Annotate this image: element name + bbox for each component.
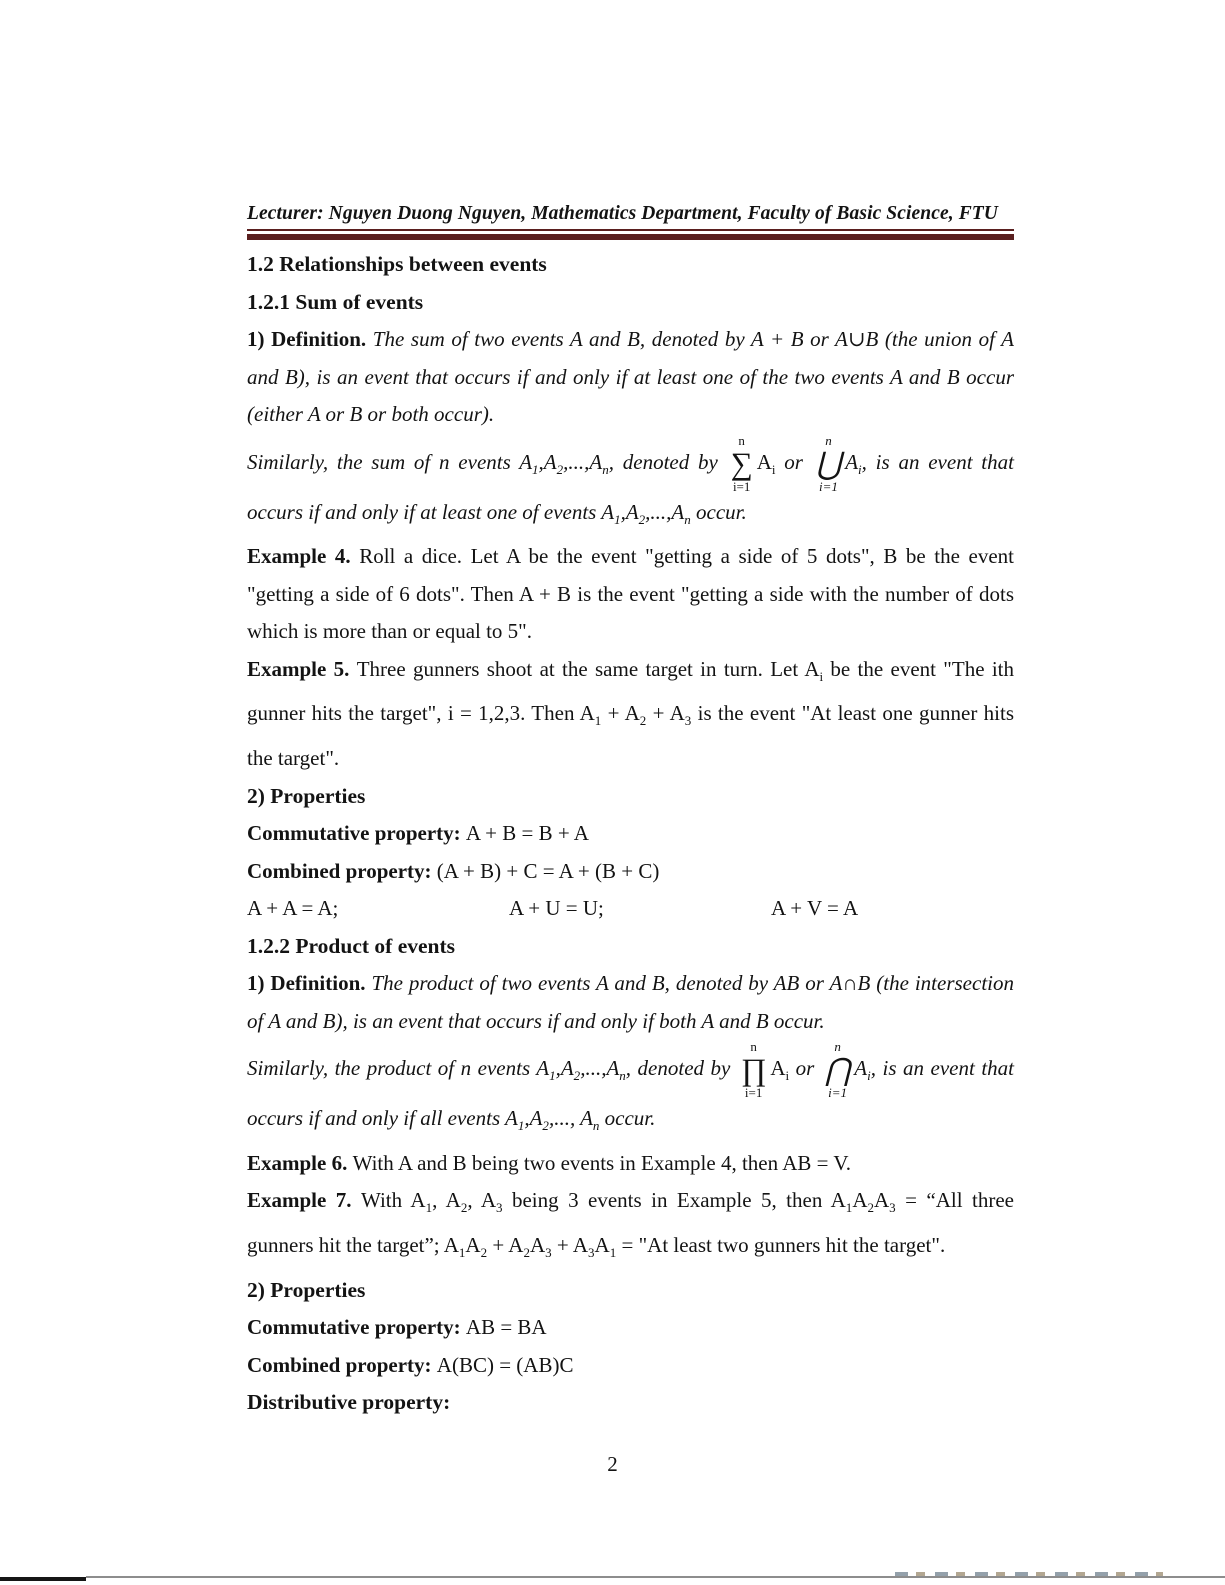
- combined-sum: Combined property: (A + B) + C = A + (B + C): [247, 858, 660, 883]
- big-operator: n ∏ i=1: [740, 1039, 767, 1101]
- page-number: 2: [607, 1452, 618, 1476]
- similarly-sum: Similarly, the sum of n events $A_1,A_2,...,A_n$, denoted by n ∑ i=1 $A_i$ or n ⋃ i=1 $A_i$, is an event that occurs if and only if at least one of events $A_1,A_2,...,A_n$ occur.: [247, 432, 1014, 527]
- commutative-sum: Commutative property: A + B = B + A: [247, 821, 589, 846]
- similarly-product: Similarly, the product of n events $A_1,A_2,...,A_n$, denoted by n ∏ i=1 $A_i$ or n ⋂ i=1 $A_i$, is an event that occurs if and only if all events $A_1,A_2$,..., $A_n$ occur.: [247, 1039, 1014, 1134]
- scan-artifact-black-line: [0, 1577, 86, 1581]
- distributive-heading: Distributive property:: [247, 1390, 451, 1415]
- example-7: Example 7. With $A_1$, $A_2$, $A_3$ being 3 events in Example 5, then $A_1A_2A_3$ = “All three gunners hit the target”; $A_1A_2 + A_2A_3 + A_3A_1$ = "At least two gunners hit the target".: [247, 1188, 1014, 1261]
- scan-artifact-specks: [895, 1572, 1163, 1576]
- big-operator: n ∑ i=1: [730, 432, 753, 494]
- big-operator: n ⋃ i=1: [815, 432, 842, 494]
- properties-sum-heading: 2) Properties: [247, 783, 366, 808]
- example-4: Example 4. Roll a dice. Let A be the event "getting a side of 5 dots", B be the event "getting a side of 6 dots". Then A + B is the event "getting a side with the number of dots which is more than or equal to 5".: [247, 544, 1014, 644]
- identity: A + V = A: [771, 896, 859, 921]
- definition-product: 1) Definition. The product of two events A and B, denoted by AB or A∩B (the intersection of A and B), is an event that occurs if and only if both A and B occur.: [247, 971, 1014, 1033]
- page-content: [247, 202, 1014, 1422]
- big-operator: n ⋂ i=1: [824, 1039, 851, 1101]
- section-heading-1-2-2: 1.2.2 Product of events: [247, 933, 456, 958]
- section-heading-1-2: 1.2 Relationships between events: [247, 252, 547, 276]
- example-5: Example 5. Three gunners shoot at the same target in turn. Let $A_i$ be the event "The ith gunner hits the target", i = 1,2,3. Then $A_1 + A_2 + A_3$ is the event "At least one gunner hits the target".: [247, 656, 1014, 771]
- definition-sum: 1) Definition. The sum of two events A and B, denoted by A + B or A∪B (the union of A and B), is an event that occurs if and only if at least one of the two events A and B occur (either A or B or both occur).: [247, 327, 1015, 426]
- sum-identities-row: [247, 890, 1014, 928]
- header-rule: [247, 229, 1014, 240]
- identity: A + A = A;: [247, 896, 339, 921]
- section-heading-1-2-1: 1.2.1 Sum of events: [247, 289, 424, 314]
- document-body: [247, 246, 1014, 1422]
- combined-product: Combined property: A(BC) = (AB)C: [247, 1352, 574, 1377]
- identity: A + U = U;: [509, 896, 604, 921]
- example-6: Example 6. With A and B being two events in Example 4, then AB = V.: [247, 1150, 852, 1175]
- lecturer-header: Lecturer: Nguyen Duong Nguyen, Mathematics Department, Faculty of Basic Science, FTU: [247, 203, 998, 224]
- scan-artifact-gray-line: [86, 1576, 1225, 1578]
- commutative-product: Commutative property: AB = BA: [247, 1315, 547, 1340]
- properties-product-heading: 2) Properties: [247, 1277, 366, 1302]
